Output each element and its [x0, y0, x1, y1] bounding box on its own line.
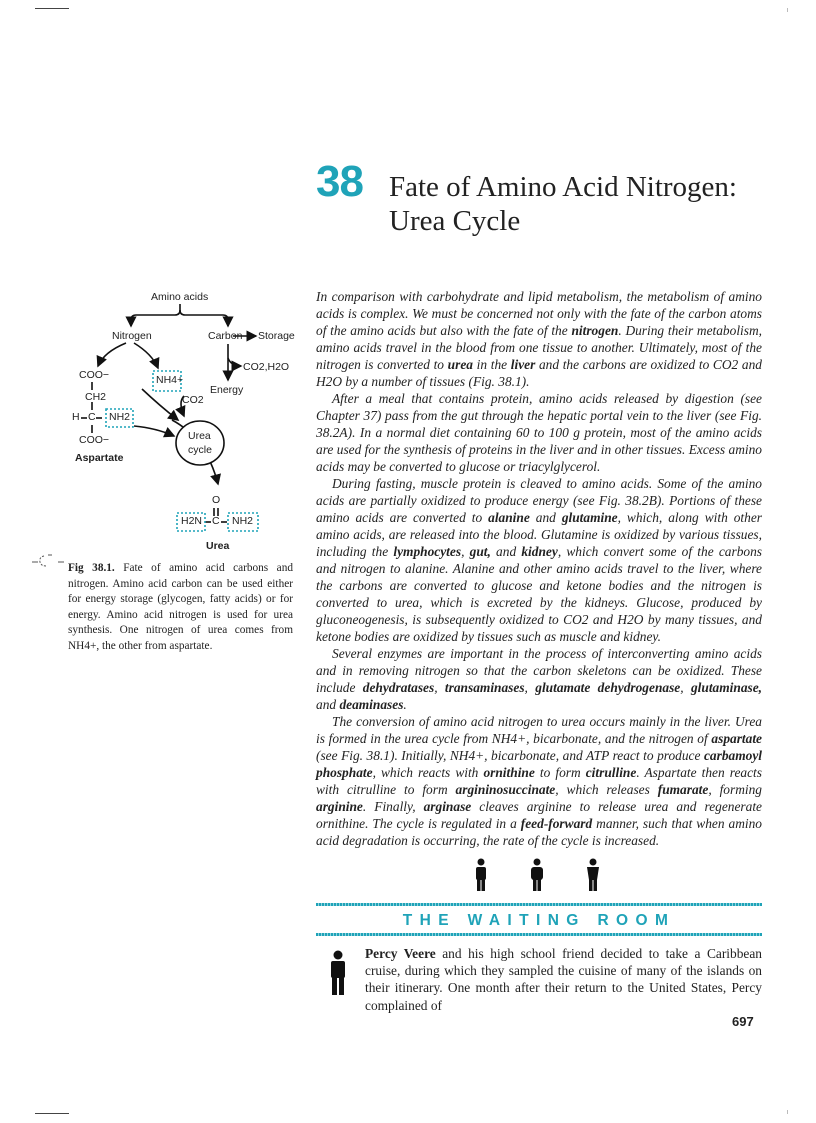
term-nitrogen: nitrogen — [571, 323, 619, 338]
arrow-nh4-to-cycle — [142, 389, 178, 420]
p4-text-g: . — [403, 697, 407, 712]
amino-acids-label: Amino acids — [151, 291, 209, 303]
p3-text-d: , which, along with other amino acids, are released into the blood. Glutamine is oxidized by various tissues, including the — [316, 510, 762, 559]
nitrogen-label: Nitrogen — [112, 330, 152, 342]
p5-text-j: cleaves arginine to release urea and regenerate ornithine. The cycle is regulated in a — [316, 799, 762, 831]
p1-text-e: and the carbons are oxidized to CO2 and H2O by a number of tissues (Fig. 38.1). — [316, 357, 762, 389]
aspartate-h: H — [72, 411, 80, 423]
arrow-aspartate-to-cycle — [134, 426, 174, 436]
paragraph-2: After a meal that contains protein, amino acids released by digestion (see Chapter 37) pass from the gut through the hepatic portal vein to the liver (see Fig. 38.2A). In a normal diet containing 60 to 100 g protein, most of the amino acids are used for the synthesis of proteins in the liver and in other tissues. Excess amino acids may be converted to glucose or triacylglycerol. — [316, 391, 762, 474]
figure-caption-label: Fig 38.1. — [68, 562, 115, 574]
page-number: 697 — [732, 1014, 754, 1029]
p5-text-f: . Aspartate then reacts with citrulline to form — [316, 765, 762, 797]
term-ornithine: ornithine — [483, 765, 535, 780]
p5-text-i: . Finally, — [362, 799, 424, 814]
term-carbamoyl-phosphate: carbamoyl phosphate — [316, 748, 762, 780]
aspartate-coo-top: COO− — [79, 369, 110, 381]
p4-text-f: and — [316, 697, 340, 712]
p3-text-a: During fasting, muscle protein is cleaved to amino acids. Some of the amino acids are partially oxidized to produce energy (see Fig. 38.2B). Portions of these amino acids are converted to — [316, 476, 762, 525]
urea-cycle-circle — [176, 421, 224, 465]
p4-text-c: , — [434, 680, 445, 695]
p4-text-a: Several enzymes are important in the process of interconverting amino acids and in removing nitrogen so that the carbon skeletons can be oxidized. These include — [316, 646, 762, 695]
urea-carbon: C — [212, 515, 220, 527]
paragraph-4 — [316, 645, 762, 713]
p5-text-a: The conversion of amino acid nitrogen to urea occurs mainly in the liver. Urea is formed in the urea cycle from NH4+, bicarbonate, and the nitrogen of — [316, 714, 762, 746]
term-dehydratases: dehydratases — [362, 680, 435, 695]
urea-cycle-label-2: cycle — [188, 444, 212, 456]
arrow-to-aspartate — [98, 343, 126, 366]
waiting-room-rule-top — [316, 903, 762, 906]
p5-text-d: , which reacts with — [372, 765, 484, 780]
paragraph-3 — [316, 475, 762, 645]
arrow-to-co2-h2o — [228, 358, 241, 366]
storage-label: Storage — [258, 330, 295, 342]
p1-text-c: . During their metabolism, amino acids travel in the blood from one tissue to another. Ultimately, most of the nitrogen is converted to — [316, 323, 762, 372]
chapter-title — [389, 170, 737, 238]
caption-marker-icon — [30, 552, 66, 570]
intro-text — [316, 288, 762, 849]
p4-text-e: , — [680, 680, 691, 695]
paragraph-5 — [316, 713, 762, 849]
aspartate-nh2: NH2 — [109, 411, 131, 423]
term-transaminases: transaminases — [444, 680, 525, 695]
p3-text-f: and — [490, 544, 522, 559]
chapter-number: 38 — [316, 157, 363, 206]
patient-name: Percy Veere — [365, 946, 436, 961]
figure-caption-text: Fate of amino acid carbons and nitrogen. Amino acid carbon can be used either for energy storage (glycogen, fatty acids) or for energy. Amino acid nitrogen is used for urea synthesis. One nitrogen of urea comes from NH4+, the other from aspartate. — [68, 562, 293, 652]
p3-text-e: , — [461, 544, 470, 559]
chapter-title-line-2: Urea Cycle — [389, 205, 521, 237]
urea-oxygen: O — [212, 494, 221, 506]
p1-text-d: in the — [472, 357, 511, 372]
p3-text-g: , which convert some of the carbons and nitrogen to alanine. Alanine and other amino acids travel to the liver, where the carbons are converted to glucose and ketone bodies and the nitrogen is converted to urea, which is excreted by the kidneys. Glucose, produced by gluconeogenesis, is subsequently oxidized to CO2 and H2O by many tissues, and ketone bodies are oxidized by tissues such as muscle and kidney. — [316, 544, 763, 644]
term-glutamine: glutamine — [561, 510, 618, 525]
p5-text-e: to form — [534, 765, 586, 780]
aspartate-ch2: CH2 — [85, 391, 107, 403]
aspartate-coo-bottom: COO− — [79, 434, 110, 446]
urea-h2n: H2N — [181, 515, 203, 527]
waiting-room-body: and his high school friend decided to take a Caribbean cruise, during which they sampled the cuisine of many of the islands on their itinerary. One month after their return to the United States, Percy complained of — [365, 946, 762, 1013]
co2-h2o-label: CO2,H2O — [243, 361, 290, 373]
arrow-to-nitrogen — [131, 304, 180, 326]
crop-tick-top-right — [787, 8, 788, 12]
crop-mark-top — [35, 8, 69, 9]
percy-patient-icon — [328, 950, 348, 996]
figure-38-1 — [60, 288, 310, 558]
chapter-title-line-1: Fate of Amino Acid Nitrogen: — [389, 171, 737, 203]
term-citrulline: citrulline — [585, 765, 637, 780]
waiting-room-rule-bottom — [316, 933, 762, 936]
urea-cycle-label-1: Urea — [188, 430, 211, 442]
carbon-label: Carbon — [208, 330, 243, 342]
waiting-room-text — [365, 945, 762, 1014]
term-glutamate-dehydrogenase: glutamate dehydrogenase — [535, 680, 681, 695]
p5-text-h: , forming — [708, 782, 762, 797]
p5-text-c: (see Fig. 38.1). Initially, NH4+, bicarbonate, and ATP react to produce — [316, 748, 704, 763]
p4-text-d: , — [524, 680, 536, 695]
p5-text-k: manner, such that when amino acid degradation is occurring, the rate of the cycle is increased. — [316, 816, 762, 848]
term-glutaminase: glutaminase, — [690, 680, 763, 695]
waiting-room-title: THE WAITING ROOM — [402, 912, 676, 929]
arrow-to-nh4 — [134, 343, 158, 368]
p5-text-g: , which releases — [555, 782, 658, 797]
term-fumarate: fumarate — [657, 782, 709, 797]
term-gut: gut, — [469, 544, 491, 559]
term-arginine: arginine — [316, 799, 363, 814]
urea-nh2: NH2 — [232, 515, 254, 527]
crop-mark-bottom — [35, 1113, 69, 1114]
energy-label: Energy — [210, 384, 244, 396]
term-urea: urea — [447, 357, 473, 372]
arrow-to-carbon — [180, 310, 228, 326]
figure-caption — [68, 561, 293, 655]
term-kidney: kidney — [521, 544, 558, 559]
aspartate-c: C — [88, 411, 96, 423]
term-feed-forward: feed-forward — [520, 816, 593, 831]
term-liver: liver — [510, 357, 536, 372]
urea-label: Urea — [206, 540, 230, 552]
crop-tick-bottom-right — [787, 1110, 788, 1114]
term-alanine: alanine — [488, 510, 530, 525]
term-lymphocytes: lymphocytes — [393, 544, 462, 559]
term-deaminases: deaminases — [339, 697, 404, 712]
p3-text-c: and — [529, 510, 562, 525]
co2-label: CO2 — [182, 394, 204, 406]
paragraph-1 — [316, 288, 762, 390]
term-arginase: arginase — [423, 799, 472, 814]
term-aspartate: aspartate — [711, 731, 762, 746]
nh4-label: NH4+ — [156, 374, 184, 386]
p1-text-a: In comparison with carbohydrate and lipid metabolism, the metabolism of amino acids is complex. We must be concerned not only with the fate of the carbon atoms of the amino acids but also with the fate of the — [316, 289, 762, 338]
aspartate-label: Aspartate — [75, 452, 124, 464]
term-argininosuccinate: argininosuccinate — [455, 782, 556, 797]
waiting-room-patients-icon — [474, 858, 604, 892]
